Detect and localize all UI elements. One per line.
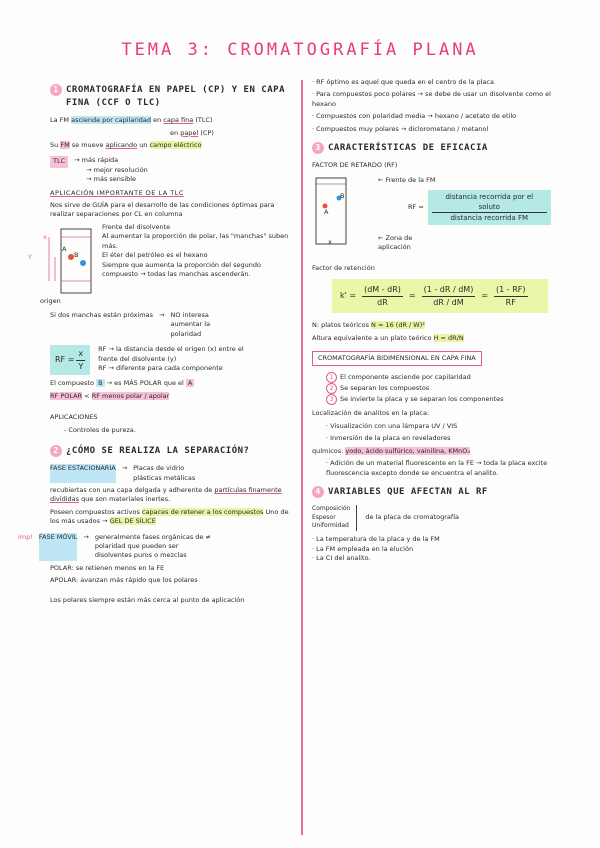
polarity-note: Al aumentar la proporción de polar, las "manchas" suben más.	[102, 232, 289, 250]
bidimensional-heading: CROMATOGRAFÍA BIDIMENSIONAL EN CAPA FINA	[312, 351, 574, 366]
diagram-y-label: Y	[28, 252, 32, 261]
section-number: 1	[50, 84, 62, 96]
rf-diagram-a: A	[324, 207, 329, 216]
rf-diagram-b: B	[340, 191, 345, 200]
variable-composicion: Composición	[312, 505, 351, 513]
zona-aplicacion-label: ← Zona de aplicación	[378, 233, 413, 251]
variable-espesor: Espesor	[312, 513, 336, 521]
origin-label: origen	[40, 296, 61, 305]
proportion-note: Siempre que aumenta la proporción del segundo compuesto → todas las manchas ascenderán.	[102, 260, 261, 278]
poseen-text: Poseen compuestos activos capaces de retener a los compuestos Uno de los más usados → GEL DE SÍLICE	[50, 507, 289, 526]
bidim-step-2: 2 Se separan los compuestos	[326, 383, 574, 394]
localizacion: Localización de analitos en la placa:	[312, 409, 430, 418]
rf-def-1: RF → la distancia desde el origen (x) entre el frente del disolvente (y)	[98, 345, 244, 363]
tlc-diagram-block	[28, 222, 290, 307]
frente-fm-label: ← Frente de la FM	[378, 175, 436, 184]
section-4-heading: 4 VARIABLES QUE AFECTAN AL RF	[312, 486, 574, 499]
close-spots-note: Si dos manchas están próximas → NO interesa aumentar la polaridad	[50, 310, 211, 338]
rf-diagram-block	[312, 174, 574, 258]
factor-retencion: Factor de retención	[312, 263, 375, 272]
plate-outline	[316, 178, 346, 244]
bracket-label: de la placa de cromatografía	[365, 513, 459, 522]
apps-item: - Controles de pureza.	[64, 425, 136, 434]
visualizacion: · Visualización con una lámpara UV / VIS	[326, 421, 458, 430]
column-divider	[301, 80, 303, 835]
compound-polarity-line: El compuesto B → es MÁS POLAR que el A	[50, 379, 193, 388]
factor-retardo: FACTOR DE RETARDO (RF)	[312, 161, 398, 170]
ether-note: El éter del petróleo es el hexano	[102, 251, 208, 260]
page-title: TEMA 3: CROMATOGRAFÍA PLANA	[121, 40, 479, 60]
variable-item: · La CI del analito.	[312, 553, 371, 562]
variable-uniformidad: Uniformidad	[312, 522, 349, 530]
bidim-steps	[312, 372, 574, 405]
rf-definition	[50, 345, 290, 375]
solvent-front-note: Frente del disolvente	[102, 222, 171, 231]
rf-optimo: · RF óptimo es aquel que queda en el centro de la placa	[312, 78, 494, 86]
apolar-note: APOLAR: avanzan más rápido que los polares	[50, 576, 198, 585]
right-column	[312, 78, 574, 563]
polaridad-media: · Compuestos con polaridad media → hexano / acetato de etilo	[312, 112, 517, 121]
rf-polar-compare: RF POLAR < RF menos polar / apolar	[50, 391, 170, 400]
altura-equivalente: Altura equivalente a un plato teórico H = dR/N	[312, 333, 464, 342]
diagram-notes	[102, 223, 290, 280]
rf-formula: RF = $\frac{x}{Y}$	[50, 345, 90, 375]
fm-electric-line: Su FM se mueve aplicando un campo eléctrico	[50, 140, 202, 149]
fm-line-2: en papel (CP)	[170, 128, 214, 137]
plate-outline	[61, 229, 91, 293]
section-number: 2	[50, 445, 62, 457]
section-3-heading: 3 CARACTERÍSTICAS DE EFICACIA	[312, 142, 574, 155]
plate-variables	[312, 505, 574, 531]
section-2-heading: 2 ¿CÓMO SE REALIZA LA SEPARACIÓN?	[50, 445, 290, 458]
section-number: 3	[312, 142, 324, 154]
muy-polares: · Compuestos muy polares → diclorometano / metanol	[312, 124, 489, 133]
tlc-advantages	[50, 156, 290, 184]
quimicos: químicos: yodo, ácido sulfúrico, vainilina, KMnO₄	[312, 446, 470, 455]
tlc-label: TLC	[50, 156, 68, 167]
tlc-item-3: → más sensible	[86, 175, 137, 184]
app-text: Nos sirve de GUÍA para el desarrollo de las condiciones óptimas para realizar separaciones por CL en columna	[50, 201, 275, 219]
bidim-step-1: 1 El componente asciende por capilaridad	[326, 372, 574, 383]
poco-polares: · Para compuestos poco polares → se debe de usar un disolvente como el hexano	[312, 90, 551, 108]
left-column	[18, 78, 290, 608]
fase-estacionaria: FASE ESTACIONARIA → Placas de vidrio plásticas metálicas	[50, 464, 196, 482]
polar-note: POLAR: se retienen menos en la FE	[50, 563, 165, 572]
rf-plate-diagram	[312, 174, 372, 254]
fase-movil: imp! FASE MÓVIL → generalmente fases orgánicas de ≠ polaridad que pueden ser disolventes puros o mezclas	[18, 532, 211, 560]
bidim-step-3: 3 Se invierte la placa y se separan los componentes	[326, 394, 574, 405]
variable-item: · La temperatura de la placa y de la FM	[312, 535, 440, 544]
section-number: 4	[312, 486, 324, 498]
spot-b	[80, 260, 86, 266]
tlc-item-1: → más rápida	[74, 156, 119, 165]
diagram-x-label: x	[43, 232, 47, 241]
inmersion: · Inmersión de la placa en reveladores	[326, 434, 451, 443]
adicion-fluorescente: · Adición de un material fluorescente en la FE → toda la placa excite fluorescencia excepto donde se encuentra el analito.	[326, 459, 548, 477]
section-1-heading: 1 CROMATOGRAFÍA EN PAPEL (CP) Y EN CAPA FINA (CCF O TLC)	[50, 84, 290, 110]
other-variables	[312, 535, 574, 563]
rf-formula: RF = $\frac{\text{distancia recorrida por el soluto}}{\text{distancia recorrida FM}}$	[408, 190, 551, 225]
rf-def-2: RF → diferente para cada componente	[98, 364, 223, 372]
diagram-b-label: B	[74, 250, 79, 259]
platos-teoricos: N: platos teóricos N = 16 (dR / W)²	[312, 321, 425, 330]
fm-line: La FM asciende por capilaridad en capa fina (TLC)	[50, 116, 213, 125]
app-heading: APLICACIÓN IMPORTANTE DE LA TLC	[50, 188, 184, 197]
variable-item: · La FM empleada en la elución	[312, 544, 414, 553]
recubiertas-text: recubiertas con una capa delgada y adherente de partículas finamente divididas que son materiales inertes.	[50, 485, 282, 504]
k-formula: k' = $\frac{(dM - dR)}{dR}$ = $\frac{(1 - dR / dM)}{dR / dM}$ = $\frac{(1 - RF)}{RF}$	[332, 279, 548, 313]
closing-note: Los polares siempre están más cerca al punto de aplicación	[50, 595, 245, 604]
tlc-item-2: → mejor resolución	[86, 165, 148, 174]
rf-diagram-x: x	[328, 237, 332, 246]
diagram-a-label: A	[62, 244, 67, 253]
apps-heading: APLICACIONES	[50, 413, 98, 422]
